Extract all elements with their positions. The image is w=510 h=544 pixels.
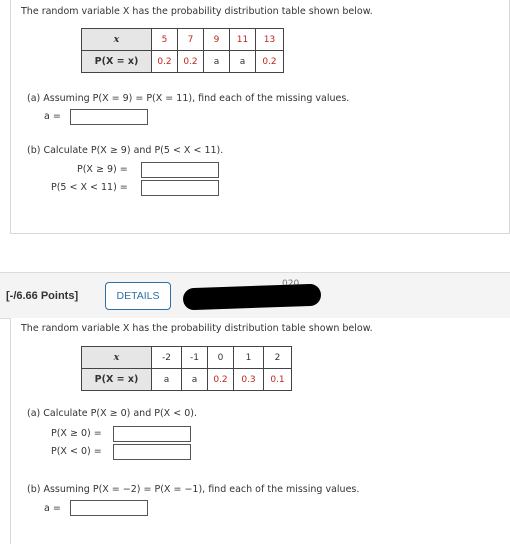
question-header [0,272,510,319]
p-value: a [152,369,182,391]
part-a-prompt: (a) Calculate P(X ≥ 0) and P(X < 0). [27,408,197,419]
x-value: 1 [234,347,264,369]
answer-a-input[interactable] [70,500,148,516]
x-value: 2 [264,347,292,369]
x-value: -1 [182,347,208,369]
p-value: a [182,369,208,391]
answer-p-x-ge-0-input[interactable] [113,426,191,442]
p-value: 0.2 [256,51,284,73]
x-value: 0 [208,347,234,369]
x-value: 11 [230,29,256,51]
answer-p-x-ge-9-input[interactable] [141,162,219,178]
a-label: a = [44,503,61,514]
p-value: 0.3 [234,369,264,391]
table-row-p [82,51,284,73]
table-row-p [82,369,292,391]
answer-p-5-x-11-input[interactable] [141,180,219,196]
x-label: x [113,34,120,45]
details-button[interactable]: DETAILS [105,282,171,310]
answer-p-x-lt-0-input[interactable] [113,444,191,460]
x-value: -2 [152,347,182,369]
p-x-ge-0-label: P(X ≥ 0) = [51,428,102,439]
table-row-x [82,347,292,369]
part-b-prompt: (b) Assuming P(X = −2) = P(X = −1), find each of the missing values. [27,484,360,495]
a-label: a = [44,111,61,122]
part-a-prompt: (a) Assuming P(X = 9) = P(X = 11), find each of the missing values. [27,93,350,104]
distribution-table-1 [81,28,284,73]
part-b-prompt: (b) Calculate P(X ≥ 9) and P(5 < X < 11). [27,145,224,156]
answer-a-input[interactable] [70,109,148,125]
p-value: a [230,51,256,73]
x-value: 9 [204,29,230,51]
p-x-lt-0-label: P(X < 0) = [51,446,102,457]
p-value: 0.1 [264,369,292,391]
p-x-ge-9-label: P(X ≥ 9) = [77,164,128,175]
problem-1 [10,0,510,234]
p-value: a [204,51,230,73]
x-value: 5 [152,29,178,51]
problem-2 [10,318,510,544]
redaction-mark [183,284,322,311]
p-value: 0.2 [178,51,204,73]
x-value: 13 [256,29,284,51]
x-value: 7 [178,29,204,51]
p-label: P(X = x) [82,369,152,391]
p-value: 0.2 [152,51,178,73]
x-label: x [113,352,120,363]
p-label: P(X = x) [82,51,152,73]
problem-2-intro: The random variable X has the probability distribution table shown below. [21,323,373,334]
p-value: 0.2 [208,369,234,391]
problem-1-intro: The random variable X has the probability distribution table shown below. [21,6,373,17]
distribution-table-2 [81,346,292,391]
points-label: [-/6.66 Points] [6,290,79,302]
p-5-x-11-label: P(5 < X < 11) = [51,182,128,193]
table-row-x [82,29,284,51]
